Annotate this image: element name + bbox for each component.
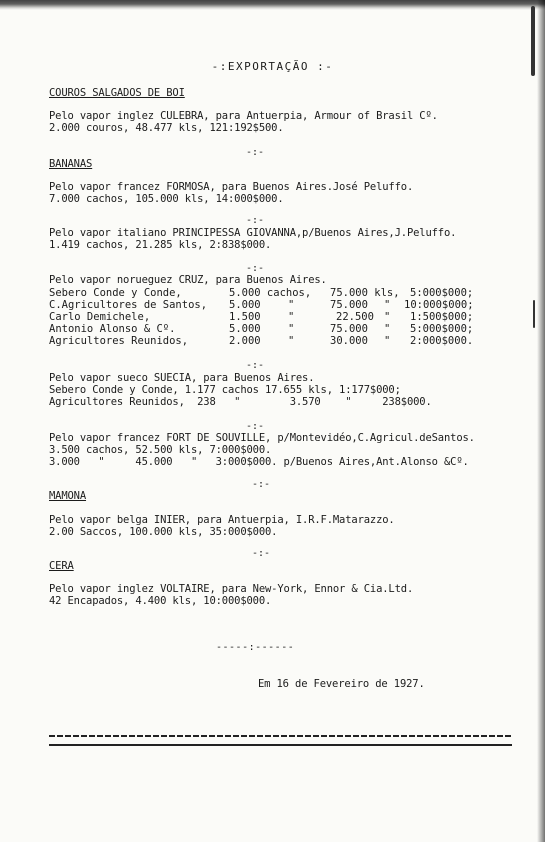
formosa-line-2: 7.000 cachos, 105.000 kls, 14:000$000. (49, 193, 284, 205)
fort-line-1: Pelo vapor francez FORT DE SOUVILLE, p/Montevidéo,C.Agricul.deSantos. (49, 432, 475, 444)
cruz-row-value: 10:000$000; (404, 299, 474, 311)
cruz-row-value: 5:000$000; (410, 287, 474, 299)
ditto-mark: " (384, 323, 391, 335)
formosa-line-1: Pelo vapor francez FORMOSA, para Buenos Aires.José Peluffo. (49, 181, 414, 193)
separator: -:- (246, 147, 265, 158)
cruz-row-name: C.Agricultores de Santos, (49, 299, 208, 311)
cera-line-1: Pelo vapor inglez VOLTAIRE, para New-York, Ennor & Cia.Ltd. (49, 583, 414, 595)
cruz-row-kls: 30.000 (330, 335, 368, 347)
cera-line-2: 42 Encapados, 4.400 kls, 10:000$000. (49, 595, 272, 607)
separator: -:- (246, 421, 265, 432)
mamona-line-1: Pelo vapor belga INIER, para Antuerpia, I.R.F.Matarazzo. (49, 514, 395, 526)
cruz-intro: Pelo vapor norueguez CRUZ, para Buenos Aires. (49, 274, 327, 286)
cruz-row-cachos: 1.500 (229, 311, 261, 323)
suecia-line-1: Pelo vapor sueco SUECIA, para Buenos Aires. (49, 372, 315, 384)
mamona-line-2: 2.00 Saccos, 100.000 kls, 35:000$000. (49, 526, 278, 538)
cruz-row-name: Antonio Alonso & Cº. (49, 323, 176, 335)
section-heading-mamona: MAMONA (49, 490, 87, 502)
scan-shadow-top (0, 0, 545, 10)
ditto-mark: " (288, 323, 295, 335)
cruz-row-name: Sebero Conde y Conde, (49, 287, 182, 299)
ditto-mark: " (288, 299, 295, 311)
section-heading-couros: COUROS SALGADOS DE BOI (49, 87, 185, 99)
cruz-row-name: Agricultores Reunidos, (49, 335, 189, 347)
cruz-row-cachos: 2.000 (229, 335, 261, 347)
fort-line-3: 3.000 " 45.000 " 3:000$000. p/Buenos Aires,Ant.Alonso &Cº. (49, 456, 469, 468)
separator: -:- (252, 479, 271, 490)
divider-line (49, 744, 512, 746)
cruz-row-kls: 75.000 kls, (330, 287, 400, 299)
cruz-row-kls: 22.500 (336, 311, 374, 323)
cruz-row-value: 1:500$000; (410, 311, 474, 323)
cruz-row-kls: 75.000 (330, 299, 368, 311)
cruz-row-cachos: 5.000 (229, 323, 261, 335)
separator: -:- (246, 215, 265, 226)
scan-shadow-right (537, 0, 545, 842)
separator: -:- (252, 548, 271, 559)
fort-line-2: 3.500 cachos, 52.500 kls, 7:000$000. (49, 444, 272, 456)
section-heading-bananas: BANANAS (49, 158, 93, 170)
scan-mark (533, 300, 535, 328)
ditto-mark: " (384, 311, 391, 323)
ditto-mark: " (288, 335, 295, 347)
ditto-mark: " (288, 311, 295, 323)
separator: -:- (246, 360, 265, 371)
ditto-mark: " (384, 299, 391, 311)
couros-line-1: Pelo vapor inglez CULEBRA, para Antuerpia, Armour of Brasil Cº. (49, 110, 438, 122)
document-title: -:EXPORTAÇÃO :- (211, 60, 334, 73)
cruz-row-name: Carlo Demichele, (49, 311, 151, 323)
principessa-line-1: Pelo vapor italiano PRINCIPESSA GIOVANNA,p/Buenos Aires,J.Peluffo. (49, 227, 457, 239)
ditto-mark: " (384, 335, 391, 347)
section-heading-cera: CERA (49, 560, 74, 572)
couros-line-2: 2.000 couros, 48.477 kls, 121:192$500. (49, 122, 284, 134)
cruz-row-cachos: 5.000 (229, 299, 261, 311)
footer-separator: -----:------ (216, 642, 295, 653)
cruz-row-value: 5:000$000; (410, 323, 474, 335)
date-line: Em 16 de Fevereiro de 1927. (258, 678, 425, 690)
cruz-row-cachos: 5.000 cachos, (229, 287, 312, 299)
cruz-row-value: 2:000$000. (410, 335, 474, 347)
suecia-line-2: Sebero Conde y Conde, 1.177 cachos 17.655 kls, 1:177$000; (49, 384, 401, 396)
divider-line (49, 735, 512, 737)
cruz-row-kls: 75.000 (330, 323, 368, 335)
principessa-line-2: 1.419 cachos, 21.285 kls, 2:838$000. (49, 239, 272, 251)
suecia-line-3: Agricultores Reunidos, 238 " 3.570 " 238$000. (49, 396, 432, 408)
separator: -:- (246, 263, 265, 274)
